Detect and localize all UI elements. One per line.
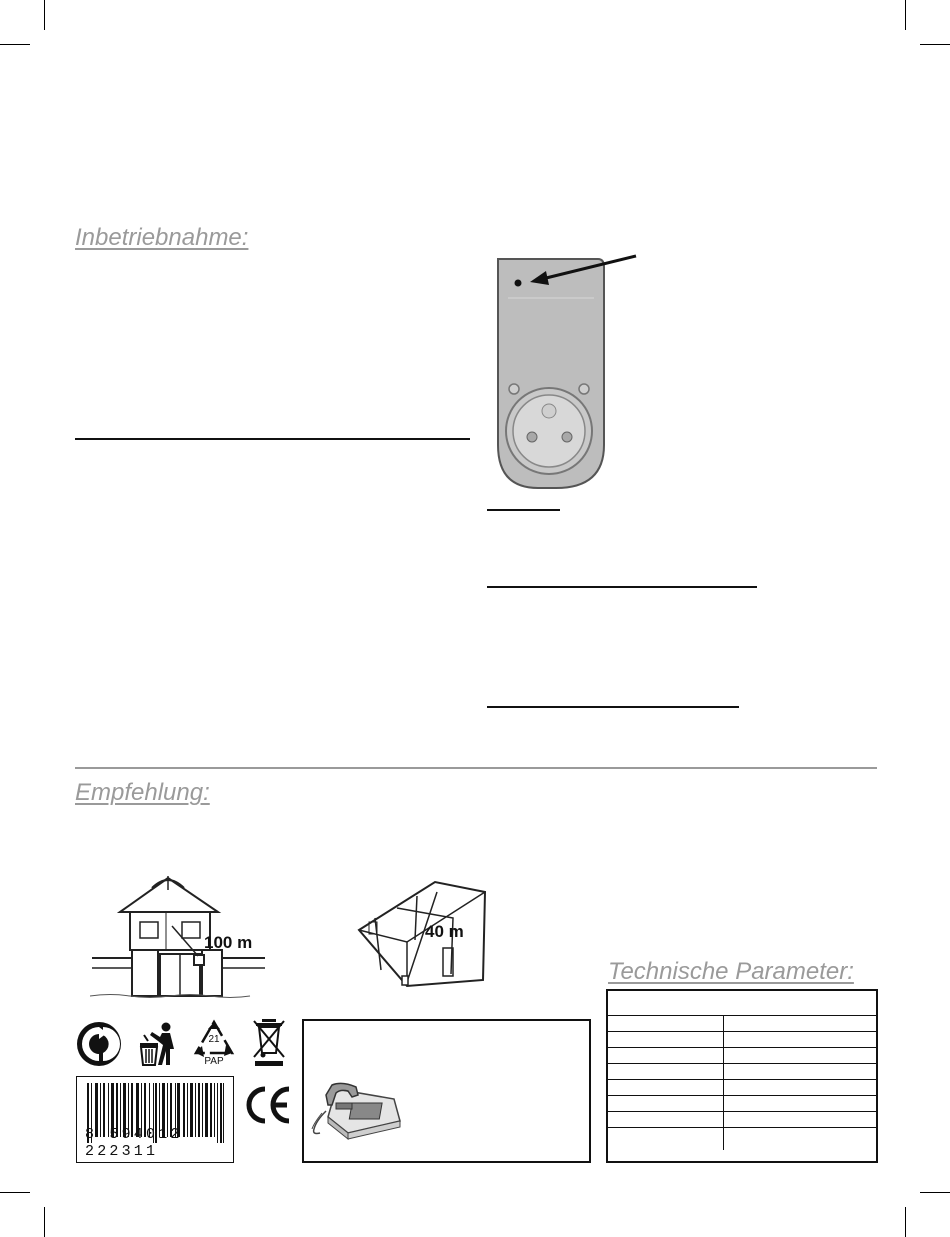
full-width-divider xyxy=(75,767,877,769)
recycle-number: 21 xyxy=(208,1034,220,1045)
ce-mark-icon xyxy=(244,1085,292,1125)
crop-mark xyxy=(920,1192,950,1193)
table-row xyxy=(608,1016,876,1032)
recycle-material: PAP xyxy=(204,1056,224,1067)
section-divider xyxy=(75,438,470,440)
house-range-label: 100 m xyxy=(204,933,253,952)
crop-mark xyxy=(0,44,30,45)
recycle-pap-icon xyxy=(192,1019,236,1067)
table-row xyxy=(608,1032,876,1048)
table-row xyxy=(608,1064,876,1080)
weee-bin-icon xyxy=(252,1017,286,1067)
parameters-grid xyxy=(608,1016,876,1150)
technical-parameters-heading: Technische Parameter: xyxy=(608,958,854,985)
tidyman-icon xyxy=(136,1021,180,1067)
recommendation-heading: Empfehlung: xyxy=(75,779,210,806)
table-row xyxy=(608,1128,876,1151)
technical-parameters-table xyxy=(606,989,878,1163)
right-divider-1 xyxy=(487,509,560,511)
building-range-label: 40 m xyxy=(425,922,464,941)
table-row xyxy=(608,1048,876,1064)
table-row xyxy=(608,1112,876,1128)
crop-mark xyxy=(44,0,45,30)
right-divider-2 xyxy=(487,586,757,588)
telephone-info-box xyxy=(302,1019,591,1163)
table-row xyxy=(608,1096,876,1112)
crop-mark xyxy=(0,1192,30,1193)
barcode xyxy=(76,1076,234,1163)
house-range-illustration xyxy=(90,868,265,1000)
commissioning-heading: Inbetriebnahme: xyxy=(75,224,249,251)
crop-mark xyxy=(905,1207,906,1237)
barcode-number: 8 594012 222311 xyxy=(85,1126,183,1160)
pointer-arrow xyxy=(520,250,640,290)
crop-mark xyxy=(920,44,950,45)
table-header-row xyxy=(608,991,876,1016)
crop-mark xyxy=(44,1207,45,1237)
green-dot-icon xyxy=(76,1021,122,1067)
right-divider-3 xyxy=(487,706,739,708)
telephone-icon xyxy=(308,1081,404,1141)
building-range-illustration xyxy=(355,878,490,990)
table-row xyxy=(608,1080,876,1096)
crop-mark xyxy=(905,0,906,30)
